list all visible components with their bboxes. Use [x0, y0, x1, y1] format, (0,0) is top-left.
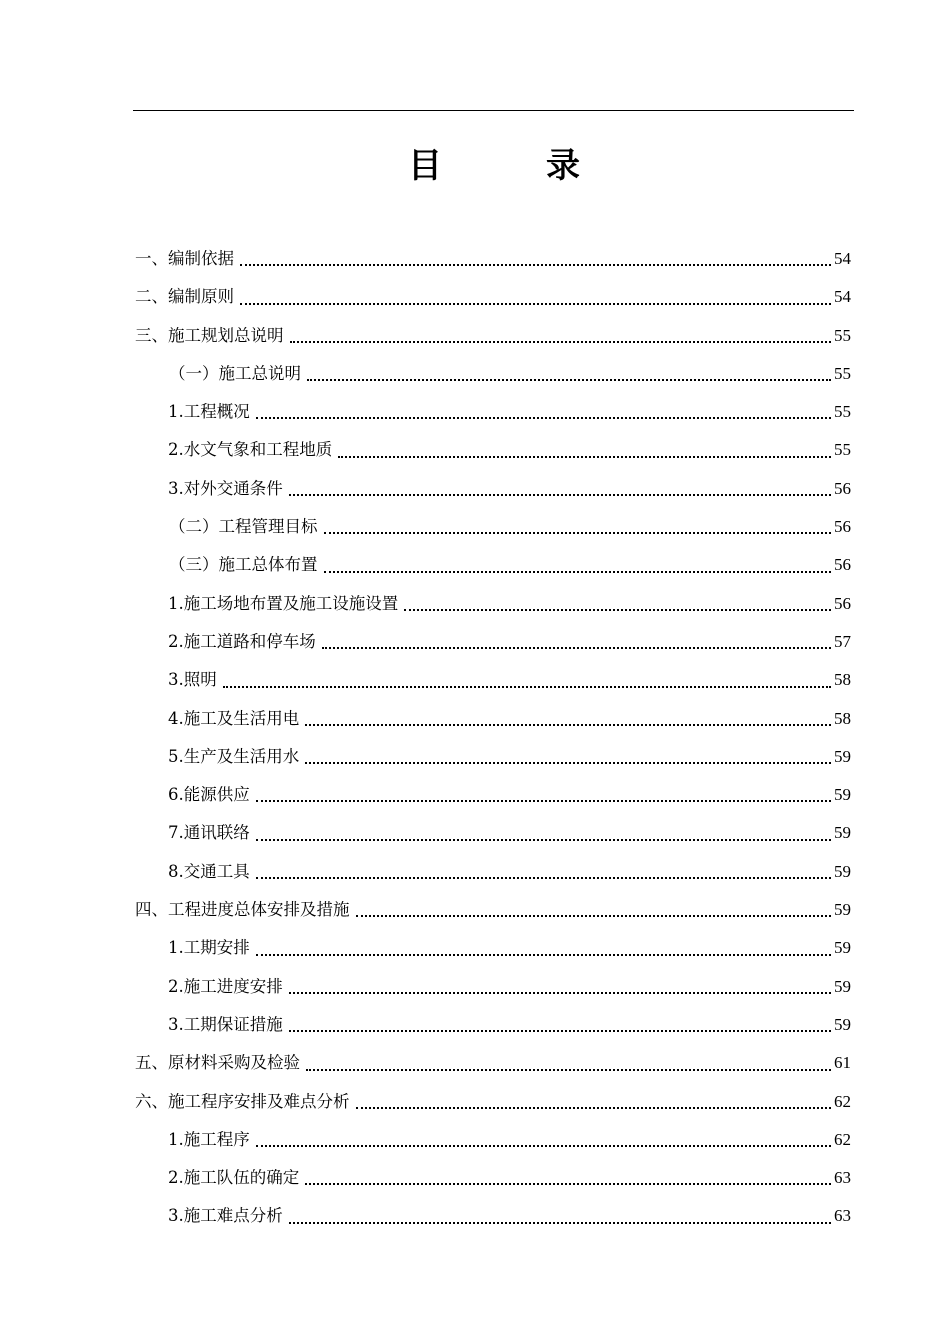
toc-entry-title: 2.水文气象和工程地质 — [168, 440, 333, 460]
toc-entry-page-number: 58 — [834, 670, 851, 690]
toc-entry-title: 3.对外交通条件 — [168, 478, 283, 498]
toc-dot-leader — [356, 915, 832, 917]
toc-entry-title: 五、原材料采购及检验 — [135, 1053, 300, 1073]
toc-entry-title: （一）施工总说明 — [169, 363, 301, 383]
toc-entry[interactable] — [135, 776, 851, 814]
toc-dot-leader — [290, 341, 832, 343]
toc-entry-title: 二、编制原则 — [135, 287, 234, 307]
toc-entry-page-number: 56 — [834, 517, 851, 537]
toc-entry[interactable] — [135, 1197, 851, 1235]
toc-dot-leader — [322, 647, 831, 649]
toc-entry-page-number: 55 — [834, 363, 851, 383]
toc-entry[interactable] — [135, 661, 851, 699]
toc-dot-leader — [289, 494, 831, 496]
toc-entry-page-number: 58 — [834, 708, 851, 728]
toc-entry[interactable] — [135, 738, 851, 776]
toc-entry[interactable] — [135, 278, 851, 316]
toc-entry-page-number: 59 — [834, 1014, 851, 1034]
toc-dot-leader — [305, 762, 831, 764]
toc-dot-leader — [306, 1069, 831, 1071]
toc-dot-leader — [289, 992, 831, 994]
toc-entry-title: 5.生产及生活用水 — [168, 746, 300, 766]
toc-entry-page-number: 59 — [834, 900, 851, 920]
toc-dot-leader — [305, 1183, 831, 1185]
toc-entry-title: 四、工程进度总体安排及措施 — [135, 900, 350, 920]
toc-entry-title: 7.通讯联络 — [168, 823, 250, 843]
toc-entry-page-number: 56 — [834, 478, 851, 498]
toc-entry-title: 3.施工难点分析 — [168, 1206, 283, 1226]
toc-entry[interactable] — [135, 814, 851, 852]
toc-entry[interactable] — [135, 1159, 851, 1197]
toc-entry[interactable] — [135, 1121, 851, 1159]
toc-entry-title: 8.交通工具 — [168, 861, 250, 881]
toc-dot-leader — [223, 686, 831, 688]
toc-entry-title: 4.施工及生活用电 — [168, 708, 300, 728]
toc-dot-leader — [324, 532, 832, 534]
toc-entry-page-number: 56 — [834, 593, 851, 613]
toc-entry-title: 2.施工队伍的确定 — [168, 1168, 300, 1188]
toc-entry[interactable] — [135, 1044, 851, 1082]
toc-entry-page-number: 62 — [834, 1129, 851, 1149]
page-title-right-char: 录 — [546, 146, 580, 186]
toc-entry-title: 1.施工程序 — [168, 1129, 250, 1149]
toc-entry[interactable] — [135, 585, 851, 623]
toc-entry-page-number: 59 — [834, 976, 851, 996]
toc-entry[interactable] — [135, 508, 851, 546]
toc-entry-title: （三）施工总体布置 — [169, 555, 318, 575]
toc-entry[interactable] — [135, 317, 851, 355]
toc-entry[interactable] — [135, 393, 851, 431]
toc-entry-title: 2.施工进度安排 — [168, 976, 283, 996]
toc-entry-page-number: 62 — [834, 1091, 851, 1111]
toc-entry-page-number: 59 — [834, 938, 851, 958]
toc-dot-leader — [240, 303, 831, 305]
toc-entry-title: （二）工程管理目标 — [169, 517, 318, 537]
toc-dot-leader — [256, 1145, 831, 1147]
toc-entry-title: 六、施工程序安排及难点分析 — [135, 1091, 350, 1111]
toc-entry[interactable] — [135, 1083, 851, 1121]
page-title-left-char: 目 — [408, 146, 442, 186]
table-of-contents — [135, 240, 851, 1236]
toc-entry[interactable] — [135, 700, 851, 738]
toc-dot-leader — [356, 1107, 832, 1109]
toc-entry[interactable] — [135, 240, 851, 278]
toc-entry[interactable] — [135, 546, 851, 584]
toc-entry[interactable] — [135, 431, 851, 469]
toc-entry[interactable] — [135, 623, 851, 661]
toc-entry-page-number: 61 — [834, 1053, 851, 1073]
toc-entry-title: 6.能源供应 — [168, 785, 250, 805]
toc-entry-page-number: 54 — [834, 249, 851, 268]
toc-dot-leader — [256, 417, 831, 419]
toc-entry-page-number: 55 — [834, 440, 851, 460]
toc-entry-page-number: 55 — [834, 325, 851, 345]
toc-entry-page-number: 54 — [834, 287, 851, 307]
toc-entry-page-number: 63 — [834, 1206, 851, 1226]
toc-entry[interactable] — [135, 1006, 851, 1044]
toc-entry-page-number: 57 — [834, 631, 851, 651]
toc-entry-page-number: 59 — [834, 746, 851, 766]
toc-entry[interactable] — [135, 355, 851, 393]
toc-entry-page-number: 59 — [834, 861, 851, 881]
toc-entry[interactable] — [135, 891, 851, 929]
toc-dot-leader — [256, 954, 831, 956]
toc-entry[interactable] — [135, 968, 851, 1006]
toc-entry-page-number: 63 — [834, 1168, 851, 1188]
toc-dot-leader — [256, 800, 831, 802]
toc-entry-title: 3.工期保证措施 — [168, 1014, 283, 1034]
toc-entry-title: 3.照明 — [168, 670, 217, 690]
page-title — [133, 140, 854, 192]
toc-dot-leader — [404, 609, 831, 611]
toc-entry-page-number: 59 — [834, 785, 851, 805]
toc-entry-page-number: 59 — [834, 823, 851, 843]
toc-entry-title: 2.施工道路和停车场 — [168, 631, 316, 651]
toc-entry[interactable] — [135, 929, 851, 967]
toc-dot-leader — [256, 877, 831, 879]
toc-entry-title: 三、施工规划总说明 — [135, 325, 284, 345]
toc-dot-leader — [289, 1030, 831, 1032]
toc-entry-page-number: 56 — [834, 555, 851, 575]
toc-entry-title: 1.工期安排 — [168, 938, 250, 958]
toc-entry-title: 1.工程概况 — [168, 402, 250, 422]
toc-dot-leader — [338, 456, 831, 458]
toc-entry-title: 1.施工场地布置及施工设施设置 — [168, 593, 399, 613]
toc-entry-title: 一、编制依据 — [135, 249, 234, 268]
toc-dot-leader — [305, 724, 831, 726]
toc-dot-leader — [289, 1222, 831, 1224]
toc-dot-leader — [307, 379, 831, 381]
toc-entry-page-number: 55 — [834, 402, 851, 422]
toc-entry[interactable] — [135, 470, 851, 508]
toc-entry[interactable] — [135, 853, 851, 891]
header-rule — [133, 110, 854, 111]
toc-dot-leader — [256, 839, 831, 841]
toc-dot-leader — [324, 571, 832, 573]
toc-dot-leader — [240, 264, 831, 266]
